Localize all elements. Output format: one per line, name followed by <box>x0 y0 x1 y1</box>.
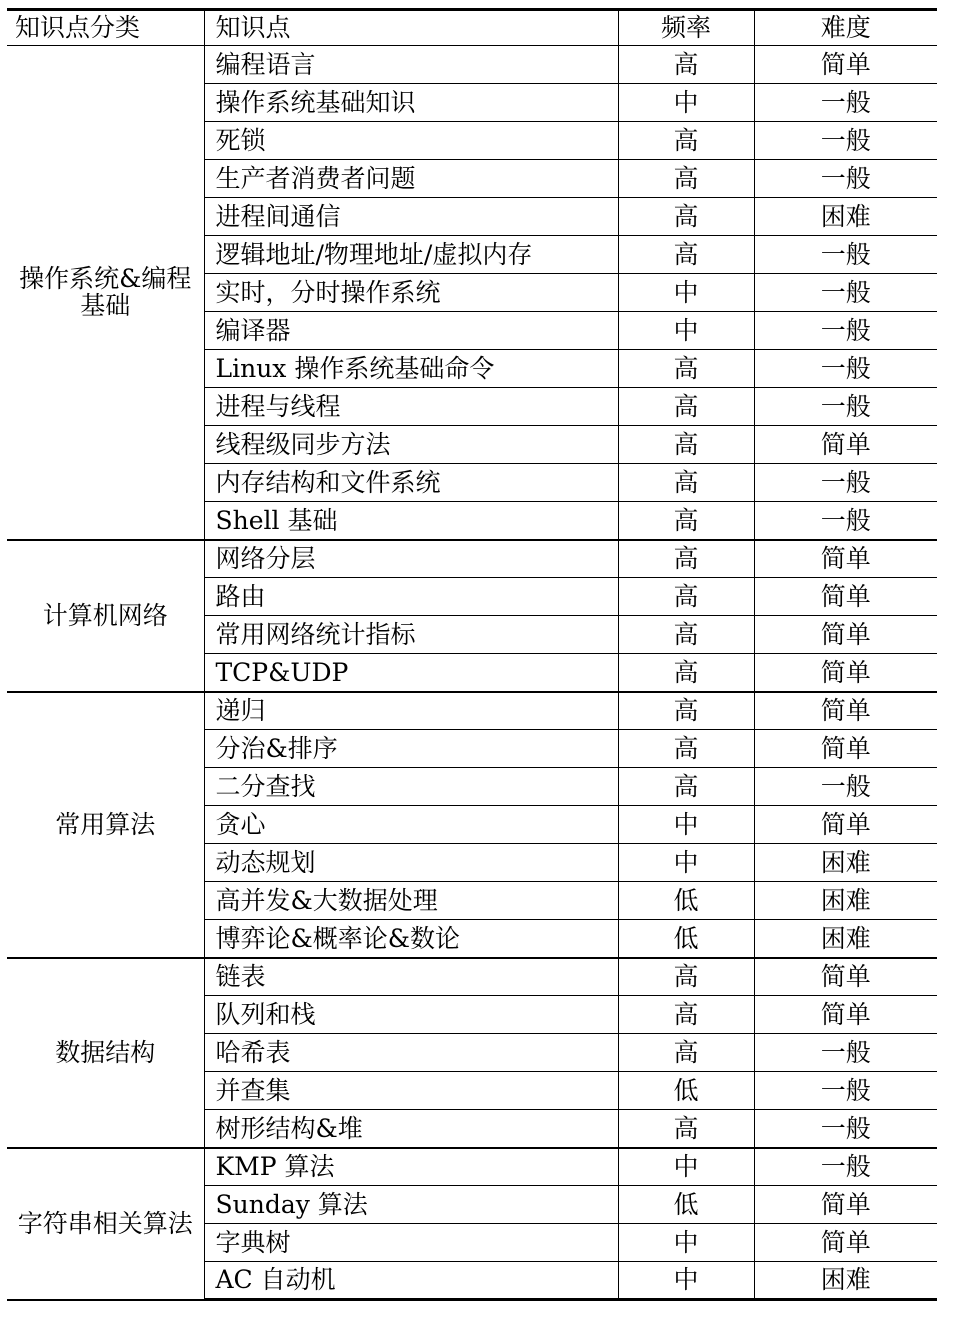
header-topic: 知识点 <box>204 10 618 46</box>
frequency-cell: 高 <box>618 578 754 616</box>
difficulty-cell: 简单 <box>754 654 937 692</box>
topic-cell: 树形结构&堆 <box>204 1110 618 1148</box>
table-row <box>7 46 937 84</box>
topic-cell: Sunday 算法 <box>204 1186 618 1224</box>
frequency-cell: 低 <box>618 1072 754 1110</box>
topic-cell: 动态规划 <box>204 844 618 882</box>
topic-cell: 生产者消费者问题 <box>204 160 618 198</box>
difficulty-cell: 一般 <box>754 388 937 426</box>
difficulty-cell: 简单 <box>754 540 937 578</box>
topic-cell: Linux 操作系统基础命令 <box>204 350 618 388</box>
topic-cell: 内存结构和文件系统 <box>204 464 618 502</box>
header-row <box>7 10 937 46</box>
header-frequency: 频率 <box>618 10 754 46</box>
frequency-cell: 高 <box>618 1034 754 1072</box>
frequency-cell: 中 <box>618 84 754 122</box>
topic-cell: 高并发&大数据处理 <box>204 882 618 920</box>
frequency-cell: 高 <box>618 388 754 426</box>
frequency-cell: 中 <box>618 312 754 350</box>
topic-cell: TCP&UDP <box>204 654 618 692</box>
topic-cell: Shell 基础 <box>204 502 618 540</box>
topic-cell: 并查集 <box>204 1072 618 1110</box>
topic-cell: 逻辑地址/物理地址/虚拟内存 <box>204 236 618 274</box>
table-body <box>7 46 937 1300</box>
topic-cell: 哈希表 <box>204 1034 618 1072</box>
topic-cell: 链表 <box>204 958 618 996</box>
difficulty-cell: 一般 <box>754 236 937 274</box>
frequency-cell: 高 <box>618 768 754 806</box>
difficulty-cell: 一般 <box>754 464 937 502</box>
topic-cell: 递归 <box>204 692 618 730</box>
difficulty-cell: 简单 <box>754 692 937 730</box>
topic-cell: 进程与线程 <box>204 388 618 426</box>
frequency-cell: 高 <box>618 426 754 464</box>
topic-cell: 分治&排序 <box>204 730 618 768</box>
frequency-cell: 低 <box>618 882 754 920</box>
frequency-cell: 中 <box>618 274 754 312</box>
frequency-cell: 高 <box>618 958 754 996</box>
frequency-cell: 高 <box>618 996 754 1034</box>
category-cell: 数据结构 <box>7 958 204 1148</box>
difficulty-cell: 一般 <box>754 84 937 122</box>
table-row <box>7 958 937 996</box>
difficulty-cell: 简单 <box>754 1186 937 1224</box>
frequency-cell: 中 <box>618 806 754 844</box>
category-cell: 操作系统&编程基础 <box>7 46 204 540</box>
difficulty-cell: 一般 <box>754 768 937 806</box>
difficulty-cell: 一般 <box>754 122 937 160</box>
frequency-cell: 中 <box>618 844 754 882</box>
topic-cell: 博弈论&概率论&数论 <box>204 920 618 958</box>
table-row <box>7 692 937 730</box>
difficulty-cell: 简单 <box>754 1224 937 1262</box>
difficulty-cell: 简单 <box>754 996 937 1034</box>
frequency-cell: 高 <box>618 464 754 502</box>
frequency-cell: 高 <box>618 502 754 540</box>
difficulty-cell: 一般 <box>754 160 937 198</box>
difficulty-cell: 一般 <box>754 350 937 388</box>
difficulty-cell: 困难 <box>754 844 937 882</box>
difficulty-cell: 简单 <box>754 806 937 844</box>
topic-cell: 编译器 <box>204 312 618 350</box>
topic-cell: 路由 <box>204 578 618 616</box>
table-header <box>7 10 937 46</box>
difficulty-cell: 简单 <box>754 426 937 464</box>
frequency-cell: 高 <box>618 236 754 274</box>
frequency-cell: 中 <box>618 1224 754 1262</box>
frequency-cell: 高 <box>618 198 754 236</box>
frequency-cell: 高 <box>618 1110 754 1148</box>
frequency-cell: 高 <box>618 122 754 160</box>
category-cell: 计算机网络 <box>7 540 204 692</box>
table-row <box>7 1148 937 1186</box>
difficulty-cell: 困难 <box>754 198 937 236</box>
topic-cell: 进程间通信 <box>204 198 618 236</box>
difficulty-cell: 一般 <box>754 1148 937 1186</box>
category-cell: 常用算法 <box>7 692 204 958</box>
topic-cell: 字典树 <box>204 1224 618 1262</box>
difficulty-cell: 困难 <box>754 920 937 958</box>
difficulty-cell: 一般 <box>754 1072 937 1110</box>
difficulty-cell: 简单 <box>754 616 937 654</box>
knowledge-table <box>7 8 937 1301</box>
difficulty-cell: 困难 <box>754 1262 937 1300</box>
header-difficulty: 难度 <box>754 10 937 46</box>
topic-cell: 贪心 <box>204 806 618 844</box>
topic-cell: 死锁 <box>204 122 618 160</box>
difficulty-cell: 一般 <box>754 312 937 350</box>
frequency-cell: 高 <box>618 350 754 388</box>
difficulty-cell: 简单 <box>754 46 937 84</box>
difficulty-cell: 简单 <box>754 578 937 616</box>
frequency-cell: 高 <box>618 540 754 578</box>
topic-cell: 常用网络统计指标 <box>204 616 618 654</box>
topic-cell: 编程语言 <box>204 46 618 84</box>
header-category: 知识点分类 <box>7 10 204 46</box>
difficulty-cell: 简单 <box>754 730 937 768</box>
topic-cell: 线程级同步方法 <box>204 426 618 464</box>
topic-cell: KMP 算法 <box>204 1148 618 1186</box>
difficulty-cell: 一般 <box>754 274 937 312</box>
frequency-cell: 高 <box>618 730 754 768</box>
category-cell: 字符串相关算法 <box>7 1148 204 1300</box>
topic-cell: 实时，分时操作系统 <box>204 274 618 312</box>
frequency-cell: 高 <box>618 46 754 84</box>
topic-cell: 网络分层 <box>204 540 618 578</box>
topic-cell: AC 自动机 <box>204 1262 618 1300</box>
frequency-cell: 中 <box>618 1148 754 1186</box>
difficulty-cell: 一般 <box>754 1034 937 1072</box>
table-row <box>7 540 937 578</box>
frequency-cell: 低 <box>618 1186 754 1224</box>
frequency-cell: 高 <box>618 692 754 730</box>
topic-cell: 二分查找 <box>204 768 618 806</box>
topic-cell: 操作系统基础知识 <box>204 84 618 122</box>
difficulty-cell: 简单 <box>754 958 937 996</box>
difficulty-cell: 困难 <box>754 882 937 920</box>
frequency-cell: 高 <box>618 654 754 692</box>
topic-cell: 队列和栈 <box>204 996 618 1034</box>
frequency-cell: 低 <box>618 920 754 958</box>
difficulty-cell: 一般 <box>754 1110 937 1148</box>
frequency-cell: 高 <box>618 616 754 654</box>
frequency-cell: 中 <box>618 1262 754 1300</box>
frequency-cell: 高 <box>618 160 754 198</box>
difficulty-cell: 一般 <box>754 502 937 540</box>
